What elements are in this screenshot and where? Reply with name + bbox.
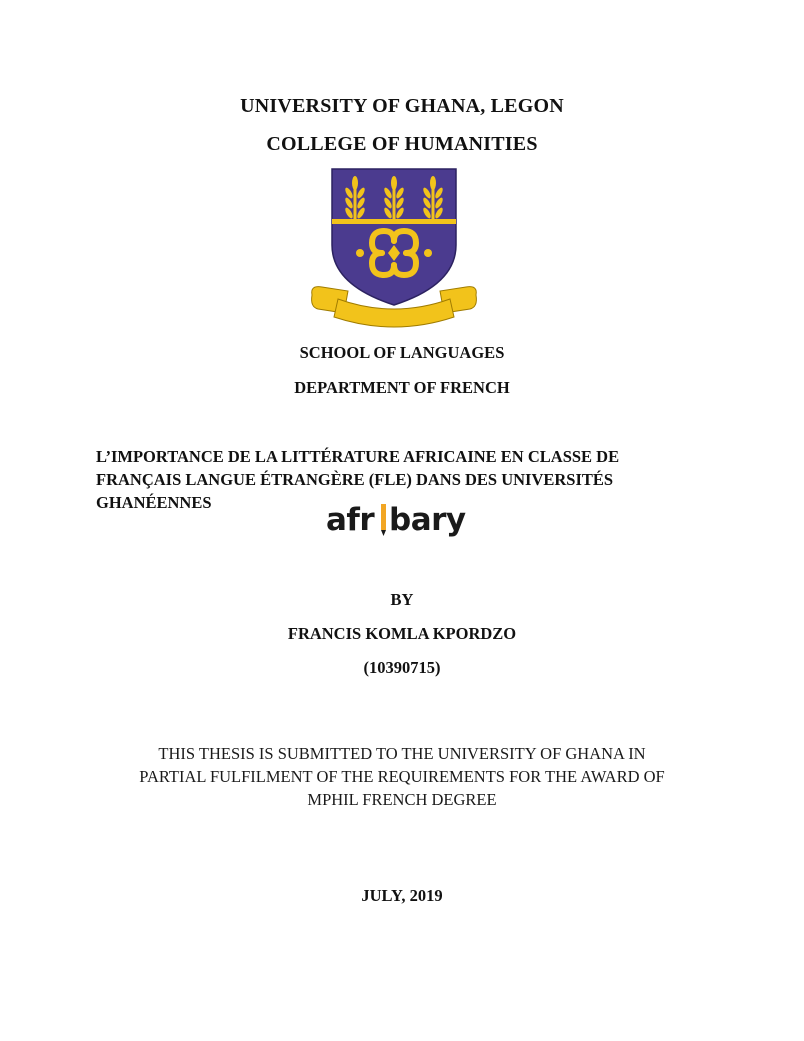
student-id: (10390715) [363,658,441,677]
svg-text:afr: afr [326,502,375,538]
thesis-title-line: FRANÇAIS LANGUE ÉTRANGÈRE (FLE) DANS DES UNIVERSITÉS [96,470,614,489]
department-name: DEPARTMENT OF FRENCH [294,378,510,397]
submission-statement [0,742,804,811]
university-crest-icon [308,167,480,331]
school-name: SCHOOL OF LANGUAGES [299,343,505,362]
college-name: COLLEGE OF HUMANITIES [266,133,538,155]
statement-line: PARTIAL FULFILMENT OF THE REQUIREMENTS FOR THE AWARD OF [139,767,665,786]
university-name: UNIVERSITY OF GHANA, LEGON [240,95,564,117]
thesis-title-line: GHANÉENNES [96,493,212,512]
statement-line: THIS THESIS IS SUBMITTED TO THE UNIVERSITY OF GHANA IN [158,744,646,763]
statement-line: MPHIL FRENCH DEGREE [307,790,497,809]
author-name: FRANCIS KOMLA KPORDZO [287,624,517,643]
afribary-logo-icon [326,500,478,542]
by-label: BY [390,590,414,609]
thesis-title-line: L’IMPORTANCE DE LA LITTÉRATURE AFRICAINE EN CLASSE DE [96,447,620,466]
submission-date: JULY, 2019 [361,886,443,905]
svg-text:bary: bary [389,502,466,538]
